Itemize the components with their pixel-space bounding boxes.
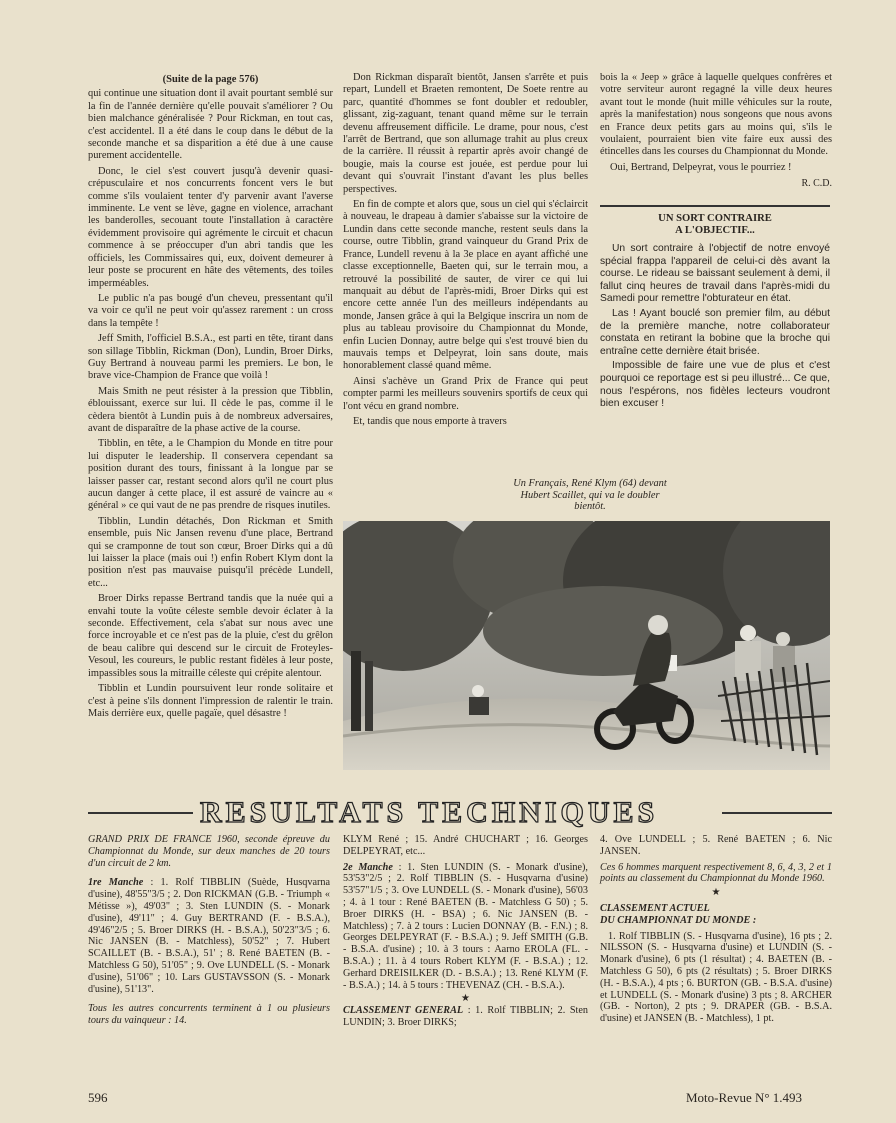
paragraph: Un sort contraire à l'objectif de notre envoyé spécial frappa l'appareil de celui-ci dès avant la course. Le rideau se baissant seulement à demi, il fallut cinq heures de travail dans l'après-midi du Samedi pour remettre l'obturateur en état. — [600, 243, 830, 305]
note-body — [600, 243, 830, 411]
points-note: Ces 6 hommes marquent respectivement 8, 6, 4, 3, 2 et 1 points au classement du Championnat du Monde 1960. — [600, 861, 832, 885]
motocross-scene-illustration — [343, 521, 830, 770]
results-intro: GRAND PRIX DE FRANCE 1960, seconde épreuve du Championnat du Monde, sur deux manches de 20 tours d'un circuit de 2 km. — [88, 834, 330, 869]
title-rule-right — [722, 812, 832, 814]
paragraph: Donc, le ciel s'est couvert jusqu'à devenir quasi-crépusculaire et nos concurrents foncent vers le but comme s'ils voulaient tenter d'y parvenir avant l'averse imminente. Le vent se lève, gagne en violence, arrachant les banderolles, secouant toute l'installation à caractère évidemment provisoire qui agrémente le circuit et chacun commence à se préoccuper d'un abri tandis que les officiels, les Commissaires qui, eux, doivent demeurer à leur poste se procurent en hâte des vêtements, des toiles imperméables. — [88, 165, 333, 289]
first-heat-continued: KLYM René ; 15. André CHUCHART ; 16. Georges DELPEYRAT, etc... — [343, 834, 588, 857]
author-signature: R. C.D. — [801, 178, 832, 190]
world-standings-heading: CLASSEMENT ACTUEL DU CHAMPIONNAT DU MONDE : — [600, 902, 757, 926]
article-column-3 — [600, 72, 832, 191]
paragraph: Tibblin, Lundin détachés, Don Rickman et Smith ensemble, puis Nic Jansen revenu d'une place, Bertrand qui se cramponne de tout son cœur, Broer Dirks qui a dû lui laisser la place (mais oui !) enfin Robert Klym dont la position n'est pas mauvaise puisqu'il précède Lundell, etc... — [88, 515, 333, 589]
article-column-2 — [343, 72, 588, 431]
paragraph: Tibblin et Lundin poursuivent leur ronde solitaire et c'est à peine s'ils donnent l'impression de ralentir le train. Mais derrière eux, quelle pagaïe, quel désastre ! — [88, 683, 333, 719]
results-column-1 — [88, 834, 330, 1035]
first-heat-results: 1re Manche : 1. Rolf TIBBLIN (Suède, Husqvarna d'usine), 48'55"3/5 ; 2. Don RICKMAN (G.B. - Triumph « Métisse »), 49'03" ; 3. Sten LUNDIN (S. - Monark d'usine), 49'11" ; 4. Guy BERTRAND (F. - B.S.A.), 49'46"2/5 ; 5. Broer DIRKS (H. - B.S.A.), 50'23"3/5 ; 6. Nic JANSEN (B. - Matchless), 50'52" ; 7. Hubert SCAILLET (B. - B.S.A.), 51' ; 8. René BAETEN (B. - Matchless G 50), 51'05" ; 9. Ove LUNDELL (S. - Monark d'usine), 51'06" ; 10. Lars GUSTAVSSON (S. - Monark d'usine), 51'13". — [88, 877, 331, 995]
paragraph: Le public n'a pas bougé d'un cheveu, pressentant qu'il va voir ce qu'il ne peut voir qu'assez rarement : un cross dans la tempête ! — [88, 292, 333, 329]
paragraph: Tibblin, en tête, a le Champion du Monde en titre pour lui disputer le leadership. Il conservera cependant sa position durant des tours, finissant à la longue par se laisser passer car, restant second alors qu'il ne court plus aucun danger à cette place, il est assuré de vaincre au « général » ce qui vaut de ne pas prendre de risques inutiles. — [88, 438, 333, 512]
note-title: UN SORT CONTRAIRE A L'OBJECTIF... — [658, 213, 772, 236]
paragraph: Mais Smith ne peut résister à la pression que Tibblin, éblouissant, exerce sur lui. Il cède le pas, comme il le cèdera bientôt à Lundin puis à de nombreux adversaires, avant de disparaître de la phase active de la course. — [88, 385, 333, 434]
star-divider: ★ — [711, 887, 721, 899]
star-divider: ★ — [461, 993, 470, 1005]
paragraph: bois la « Jeep » grâce à laquelle quelques confrères et votre serviteur auront regagné la ville deux heures avant tout le monde (huit mille véhicules sur la route, après la manifestation) nous songeons que nous avons en France deux petits gars au moins qui, s'ils le voulaient, pourraient bien vite faire eux aussi des étincelles dans les courses du Championnat du Monde. — [600, 72, 832, 158]
paragraph: Las ! Ayant bouclé son premier film, au début de la première manche, notre collaborateur constata en retirant la bobine que la broche qui entraîne cette dernière était brisée. — [600, 307, 830, 357]
general-classification: CLASSEMENT GENERAL : 1. Rolf TIBBLIN; 2. Sten LUNDIN; 3. Broer DIRKS; — [343, 1005, 588, 1028]
magazine-issue: Moto-Revue N° 1.493 — [686, 1090, 803, 1105]
others-note: Tous les autres concurrents terminent à 1 ou plusieurs tours du vainqueur : 14. — [88, 1003, 330, 1027]
sidebar-note-box — [600, 205, 830, 465]
title-rule-left — [88, 812, 193, 814]
page-number: 596 — [88, 1090, 108, 1105]
paragraph: Impossible de faire une vue de plus et c'est pourquoi ce reportage est si peu illustré... Ce que, nous l'espérons, nos fidèles lecteurs voudront bien excuser ! — [600, 360, 830, 410]
continued-from-note: (Suite de la page 576) — [162, 74, 259, 85]
paragraph: Broer Dirks repasse Bertrand tandis que la nuée qui a envahi toute la voûte céleste semble devoir éclater à la seconde. Effectivement, cela s'abat sur nous avec une force incroyable et ce n'est pas de la pluie, c'est du grêlon de beau calibre qui descend sur le circuit de Froteyles-Vesoul, les coureurs, le public restant fidèles à leur poste, impassibles sous la mitraille céleste qui crépite alentour. — [88, 593, 333, 679]
second-heat-results: 2e Manche : 1. Sten LUNDIN (S. - Monark d'usine), 53'53"2/5 ; 2. Rolf TIBBLIN (S. - Husqvarna d'usine) 53'57"1/5 ; 3. Ove LUNDELL (S. - Monark d'usine), 56'03 ; 4. à 1 tour : René BAETEN (B. - Matchless G 50) ; 5. Broer DIRKS (H. - BSA) ; 6. Nic JANSEN (B. - Matchless) ; 7. à 2 tours : Lucien DONNAY (B. - F.N.) ; 8. Georges DELPEYRAT (F. - B.S.A.) ; 9. Jeff SMITH (G.B. - B.S.A. d'usine) ; 10. à 3 tours : Aarno EROLA (FL. - B.S.A.) ; 11. à 4 tours Robert KLYM (F. - B.S.A.) ; 12. Gerhard DREISILKER (D. - B.S.A.) ; 13. René KLYM (F. - B.S.A.) ; 14. à 5 tours : THEVENAZ (CH. - B.S.A.). — [343, 861, 588, 991]
world-standings: 1. Rolf TIBBLIN (S. - Husqvarna d'usine), 16 pts ; 2. NILSSON (S. - Husqvarna d'usine) et LUNDIN (S. - Monark d'usine), 6 pts (1 résultat) ; 4. BAETEN (B. - Matchless G 50), 6 pts (2 résultats) ; 5. Broer DIRKS (H. - B.S.A.), 4 pts ; 6. BURTON (GB. - B.S.A. d'usine) et LUNDELL (S. - Monark d'usine) 3 pts ; 8. ARCHER (GB. - Norton), 2 pts ; 9. DRAPER (GB. - B.S.A. d'usine) et JANSEN (B. - Matchless), 1 pt. — [600, 930, 832, 1025]
paragraph: Jeff Smith, l'officiel B.S.A., est parti en tête, tirant dans son sillage Tibblin, Rickman (Don), Lundin, Broer Dirks, Guy Bertrand à nouveau parmi les premiers. Le bon, le brave vice-Champion de France que voilà ! — [88, 333, 333, 382]
paragraph: Ainsi s'achève un Grand Prix de France qui peut compter parmi les meilleurs souvenirs sportifs de ceux qui l'ont vécu en grand nombre. — [343, 375, 588, 412]
photo-caption: Un Français, René Klym (64) devant Hubert Scaillet, qui va le doubler bientôt. — [513, 478, 667, 512]
paragraph: Oui, Bertrand, Delpeyrat, vous le pourriez ! — [610, 161, 792, 173]
paragraph: Don Rickman disparaît bientôt, Jansen s'arrête et puis repart, Lundell et Braeten remontent, De Soete rentre au parc, quantité d'hommes se font doubler et redoubler, glissant, zig-zaguant, tenant quand même sur le terrain devenu affreusement difficile. Le drame, pour nous, c'est l'arrêt de Bertrand, que son allumage trahit au plus creux de la carrière. Il réussit à repartir après avoir changé de bougie, mais la course est jouée, est perdue pour lui devant qui s'ouvrait l'instant d'avant les plus belles perspectives. — [343, 72, 588, 195]
results-column-3 — [600, 834, 832, 1033]
article-column-1 — [88, 74, 333, 723]
paragraph: qui continue une situation dont il avait pourtant semblé sur la fin de l'année dernière qu'elle pouvait s'améliorer ? Ou bien malchance généralisée ? Pour Rickman, en tout cas, c'est accidentel. Il a été dans le coup dans le début de la seconde manche et sa disparition a été due à une cause purement accidentelle. — [88, 88, 333, 162]
motocross-photo — [343, 521, 830, 770]
general-classification-continued: 4. Ove LUNDELL ; 5. René BAETEN ; 6. Nic JANSEN. — [600, 834, 832, 857]
paragraph: En fin de compte et alors que, sous un ciel qui s'éclaircit à nouveau, le drapeau à damier s'abaisse sur la victoire de Lundin dans cette seconde manche, restent seuls dans la course, outre Tibblin, grand vainqueur du Grand Prix de France, Lundell revenu à la 3e place en ayant affiché une classe exceptionnelle, Baeten qui, sur le terrain mou, a retrouvé la possibilité de sauter, de virer ce qui lui manquait au début de l'après-midi, Broer Dirks qui est encore cette année l'un des meilleurs indépendants au monde, Jansen grâce à qui la Belgique inscrira un nom de plus au tableau provisoire du Championnat du Monde, enfin Lucien Donnay, autre belge qui s'est trouvé bien du mauvais temps et Delpeyrat, loin sans doute, mais honorablement classé quand même. — [343, 199, 588, 372]
results-column-2 — [343, 834, 588, 1037]
paragraph: Et, tandis que nous emporte à travers — [353, 415, 507, 427]
results-title: RESULTATS TECHNIQUES — [200, 796, 659, 829]
